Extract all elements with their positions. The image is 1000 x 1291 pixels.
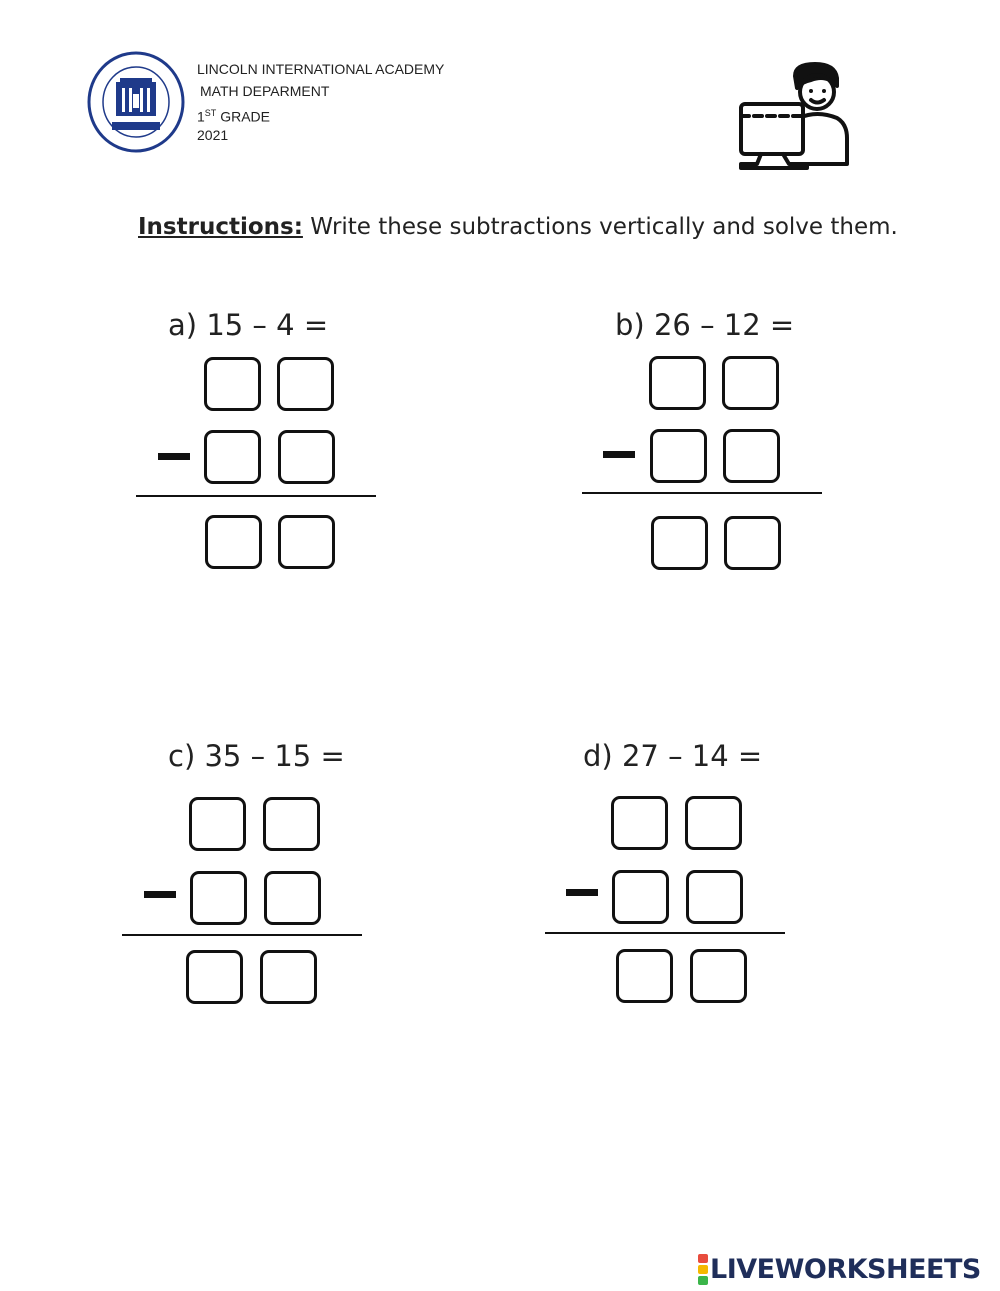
department-name: MATH DEPARMENT [200, 83, 330, 99]
brand-block [698, 1254, 708, 1263]
minus-sign [144, 891, 176, 898]
brand-name: LIVEWORKSHEETS [710, 1253, 981, 1285]
grade-suffix: ST [204, 108, 217, 118]
minus-sign [603, 451, 635, 458]
problem-a-label [168, 308, 328, 342]
answer-box[interactable] [724, 516, 781, 570]
minus-sign [158, 453, 190, 460]
problem-b-label [615, 308, 794, 342]
brand-block [698, 1276, 708, 1285]
sum-line [136, 495, 376, 497]
answer-box[interactable] [690, 949, 747, 1003]
answer-box[interactable] [186, 950, 243, 1004]
brand-block [698, 1265, 708, 1274]
problem-expression: 26 – 12 = [653, 308, 795, 342]
sum-line [582, 492, 822, 494]
answer-box[interactable] [190, 871, 247, 925]
liveworksheets-logo[interactable] [698, 1252, 981, 1286]
answer-box[interactable] [723, 429, 780, 483]
grade-number: 1 [197, 108, 205, 125]
answer-box[interactable] [611, 796, 668, 850]
answer-box[interactable] [260, 950, 317, 1004]
answer-box[interactable] [278, 515, 335, 569]
problem-d-label [583, 739, 762, 773]
answer-box[interactable] [204, 357, 261, 411]
sum-line [122, 934, 362, 936]
answer-box[interactable] [722, 356, 779, 410]
answer-box[interactable] [616, 949, 673, 1003]
problem-letter: a) [168, 308, 198, 342]
answer-box[interactable] [277, 357, 334, 411]
school-seal [86, 50, 186, 154]
answer-box[interactable] [264, 871, 321, 925]
answer-box[interactable] [685, 796, 742, 850]
instructions-text: Write these subtractions vertically and solve them. [302, 214, 898, 240]
answer-box[interactable] [686, 870, 743, 924]
sum-line [545, 932, 785, 934]
year: 2021 [197, 127, 229, 143]
instructions [138, 214, 898, 240]
instructions-label: Instructions: [138, 214, 303, 240]
problem-expression: 27 – 14 = [621, 739, 763, 773]
problem-expression: 35 – 15 = [204, 739, 345, 773]
student-computer-icon [737, 60, 851, 172]
answer-box[interactable] [651, 516, 708, 570]
answer-box[interactable] [205, 515, 262, 569]
answer-box[interactable] [189, 797, 246, 851]
answer-box[interactable] [204, 430, 261, 484]
grade-word: GRADE [220, 108, 270, 125]
school-name: LINCOLN INTERNATIONAL ACADEMY [197, 61, 445, 77]
answer-box[interactable] [649, 356, 706, 410]
answer-box[interactable] [650, 429, 707, 483]
problem-letter: c) [168, 739, 196, 773]
problem-letter: d) [583, 739, 613, 773]
problem-c-label [168, 739, 345, 773]
answer-box[interactable] [278, 430, 335, 484]
answer-box[interactable] [612, 870, 669, 924]
problem-expression: 15 – 4 = [206, 308, 329, 342]
problem-letter: b) [615, 308, 645, 342]
answer-box[interactable] [263, 797, 320, 851]
minus-sign [566, 889, 598, 896]
brand-blocks-icon [698, 1253, 708, 1286]
